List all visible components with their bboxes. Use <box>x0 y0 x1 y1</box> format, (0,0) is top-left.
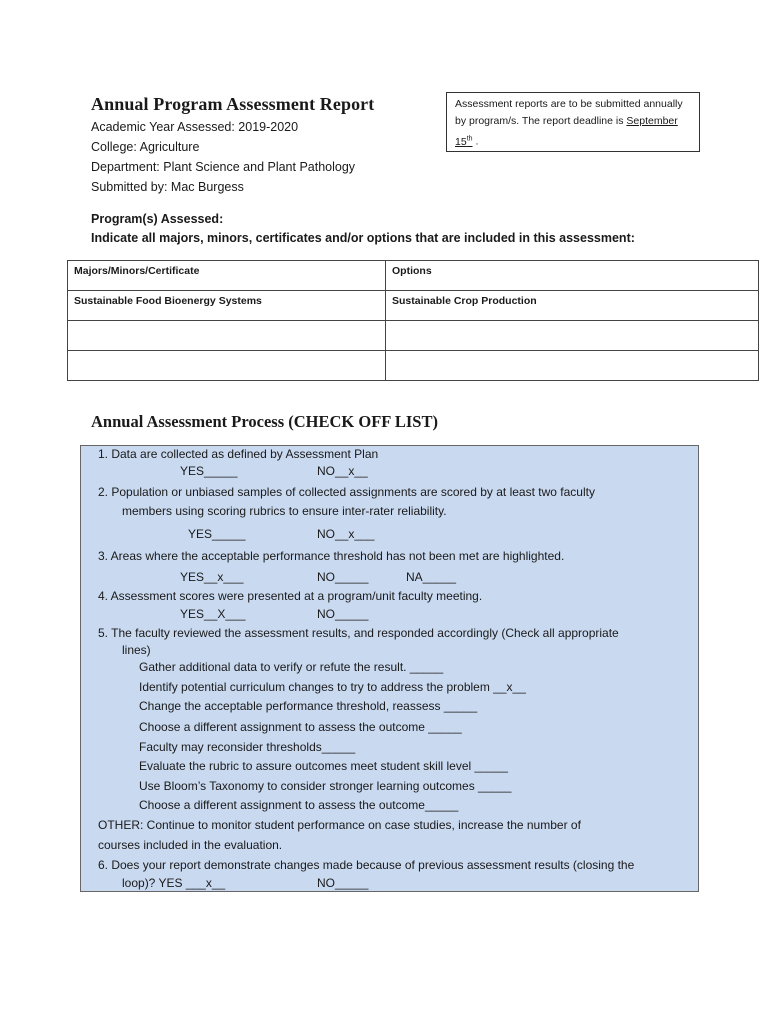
option-cell[interactable] <box>386 351 759 381</box>
other-note-cont: courses included in the evaluation. <box>98 838 283 852</box>
q5-option[interactable]: Use Bloom’s Taxonomy to consider stronger learning outcomes _____ <box>139 779 512 793</box>
checklist-title: Annual Assessment Process (CHECK OFF LIST) <box>91 412 438 431</box>
question-1: 1. Data are collected as defined by Assessment Plan <box>98 447 379 461</box>
academic-year: Academic Year Assessed: 2019-2020 <box>91 120 299 134</box>
q5-option[interactable]: Faculty may reconsider thresholds_____ <box>139 740 356 754</box>
q1-no-field[interactable]: NO__x__ <box>317 464 368 478</box>
q5-option[interactable]: Evaluate the rubric to assure outcomes meet student skill level _____ <box>139 759 508 773</box>
q3-na-field[interactable]: NA_____ <box>406 570 457 584</box>
q4-yes-field[interactable]: YES__X___ <box>180 607 246 621</box>
option-cell[interactable] <box>386 321 759 351</box>
q5-option[interactable]: Choose a different assignment to assess the outcome_____ <box>139 798 459 812</box>
col-options-header: Options <box>386 261 759 291</box>
notice-line-3: 15th . <box>455 135 479 148</box>
q5-option[interactable]: Change the acceptable performance threshold, reassess _____ <box>139 699 478 713</box>
major-cell[interactable]: Sustainable Food Bioenergy Systems <box>68 291 386 321</box>
question-5: 5. The faculty reviewed the assessment results, and responded accordingly (Check all appropriate <box>98 626 619 640</box>
major-cell[interactable] <box>68 321 386 351</box>
q4-no-field[interactable]: NO_____ <box>317 607 369 621</box>
q6-yes-field[interactable]: loop)? YES ___x__ <box>122 876 226 890</box>
submitted-by: Submitted by: Mac Burgess <box>91 180 244 194</box>
question-6: 6. Does your report demonstrate changes made because of previous assessment results (closing the <box>98 858 635 872</box>
q2-yes-field[interactable]: YES_____ <box>188 527 246 541</box>
question-5-cont: lines) <box>122 643 151 657</box>
major-cell[interactable] <box>68 351 386 381</box>
col-majors-header: Majors/Minors/Certificate <box>68 261 386 291</box>
q5-option[interactable]: Gather additional data to verify or refute the result. _____ <box>139 660 444 674</box>
q2-no-field[interactable]: NO__x___ <box>317 527 375 541</box>
q5-option[interactable]: Identify potential curriculum changes to try to address the problem __x__ <box>139 680 526 694</box>
q5-option[interactable]: Choose a different assignment to assess the outcome _____ <box>139 720 462 734</box>
deadline-notice-box <box>446 92 700 152</box>
question-4: 4. Assessment scores were presented at a program/unit faculty meeting. <box>98 589 483 603</box>
report-title: Annual Program Assessment Report <box>91 94 375 114</box>
notice-line-2: by program/s. The report deadline is September <box>455 115 678 127</box>
other-note: OTHER: Continue to monitor student performance on case studies, increase the number of <box>98 818 581 832</box>
college: College: Agriculture <box>91 140 200 154</box>
notice-line-1: Assessment reports are to be submitted annually <box>455 98 683 110</box>
question-2: 2. Population or unbiased samples of collected assignments are scored by at least two faculty <box>98 485 595 499</box>
table-row <box>68 321 759 351</box>
programs-instruction: Indicate all majors, minors, certificates and/or options that are included in this assessment: <box>91 231 635 245</box>
q6-no-field[interactable]: NO_____ <box>317 876 369 890</box>
question-2-cont: members using scoring rubrics to ensure inter-rater reliability. <box>122 504 447 518</box>
deadline-date-link: September <box>626 115 678 127</box>
table-row <box>68 291 759 321</box>
department: Department: Plant Science and Plant Pathology <box>91 160 356 174</box>
q1-yes-field[interactable]: YES_____ <box>180 464 238 478</box>
programs-table <box>67 260 759 381</box>
table-header-row <box>68 261 759 291</box>
question-3: 3. Areas where the acceptable performance threshold has not been met are highlighted. <box>98 549 565 563</box>
option-cell[interactable]: Sustainable Crop Production <box>386 291 759 321</box>
q3-no-field[interactable]: NO_____ <box>317 570 369 584</box>
programs-heading: Program(s) Assessed: <box>91 212 224 226</box>
table-row <box>68 351 759 381</box>
q3-yes-field[interactable]: YES__x___ <box>180 570 244 584</box>
